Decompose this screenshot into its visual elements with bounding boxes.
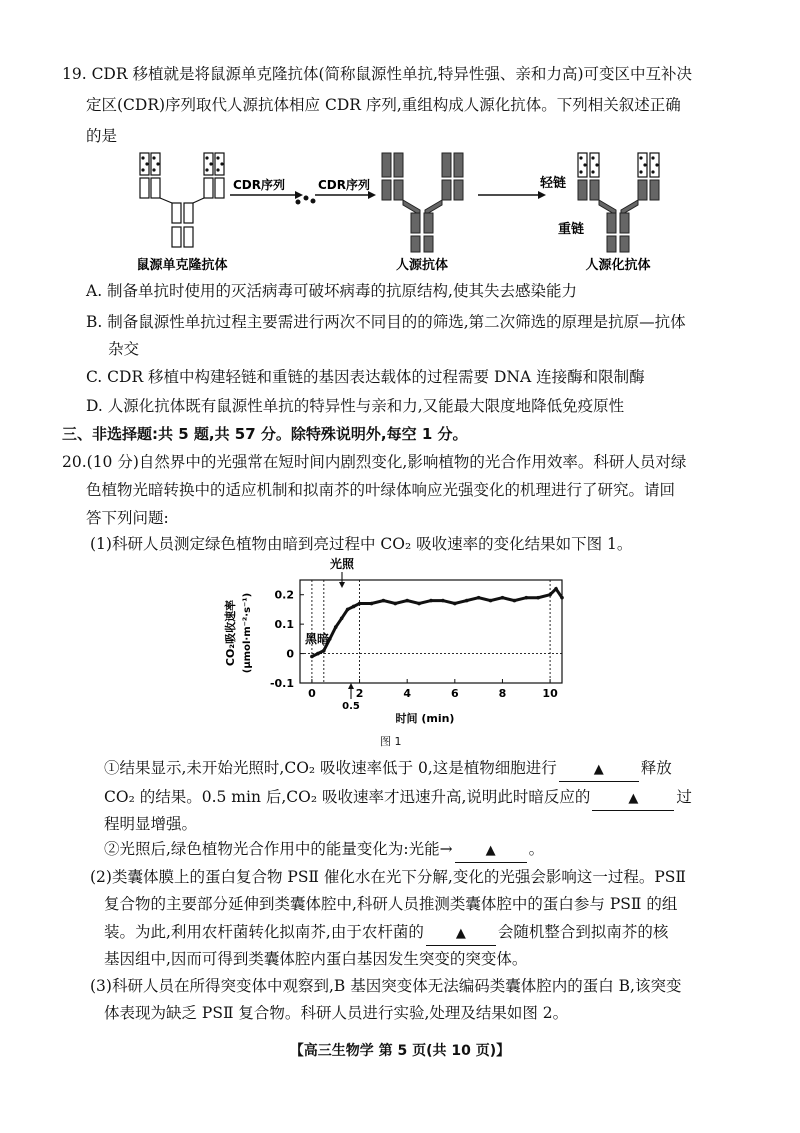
q20-part2-text-b: 会随机整合到拟南芥的核 — [497, 923, 669, 941]
data-point — [340, 616, 344, 620]
data-point — [441, 599, 445, 603]
humanized-antibody-label: 人源化抗体 — [585, 258, 651, 273]
q19-option-a: A. 制备单抗时使用的灭活病毒可破坏病毒的抗原结构,使其失去感染能力 — [86, 282, 577, 300]
q20-1-2-text-b: 。 — [528, 840, 545, 858]
y-tick-label: 0.2 — [274, 588, 294, 602]
page-footer: 【高三生物学 第 5 页(共 10 页)】 — [289, 1043, 511, 1059]
arrow-1 — [230, 191, 303, 199]
dark-label: 黑暗 — [305, 632, 330, 646]
x-tick-label: 8 — [498, 687, 507, 700]
data-point — [501, 596, 505, 600]
x-tick-label: 2 — [355, 687, 364, 700]
data-point — [358, 602, 362, 606]
antibody-diagram — [120, 145, 680, 275]
q20-1-1-line1 — [104, 757, 672, 782]
light-on-label: 光照 — [329, 557, 355, 571]
mouse-antibody-label: 鼠源单克隆抗体 — [136, 258, 228, 273]
arrow-2 — [315, 191, 376, 199]
y-tick-label: 0.1 — [274, 618, 294, 632]
arrow-1-label: CDR序列 — [233, 178, 286, 192]
section-heading: 三、非选择题:共 5 题,共 57 分。除特殊说明外,每空 1 分。 — [62, 425, 468, 443]
data-point — [477, 596, 481, 600]
data-point — [310, 655, 314, 659]
q20-part3-line1: (3)科研人员在所得突变体中观察到,B 基因突变体无法编码类囊体腔内的蛋白 B,该突变 — [90, 977, 682, 995]
data-point — [393, 602, 397, 606]
data-point — [560, 596, 564, 600]
data-point — [334, 625, 338, 629]
data-point — [346, 608, 350, 612]
data-point — [370, 602, 374, 606]
q19-option-b-line2: 杂交 — [108, 340, 140, 358]
data-point — [417, 602, 421, 606]
human-antibody-label: 人源抗体 — [395, 258, 449, 273]
q20-part2-line2: 复合物的主要部分延伸到类囊体腔中,科研人员推测类囊体腔中的蛋白参与 PSⅡ 的组 — [104, 895, 678, 913]
q20-stem-line2: 色植物光暗转换中的适应机制和拟南芥的叶绿体响应光强变化的机理进行了研究。请回 — [86, 481, 676, 499]
figure-1-chart — [220, 555, 580, 730]
q20-stem-line1: 20.(10 分)自然界中的光强常在短时间内剧烈变化,影响植物的光合作用效率。科研人员对绿 — [62, 453, 687, 471]
co2-uptake-series-line — [312, 589, 562, 657]
humanized-antibody — [578, 180, 659, 252]
human-antibody — [382, 153, 463, 252]
data-point — [429, 599, 433, 603]
data-point — [524, 596, 528, 600]
q20-stem-line3: 答下列问题: — [86, 509, 169, 527]
q19-option-d: D. 人源化抗体既有鼠源性单抗的特异性与亲和力,又能最大限度地降低免疫原性 — [86, 397, 625, 415]
x-marker-label: 0.5 — [342, 701, 360, 712]
x-tick-label: 0 — [308, 687, 316, 700]
data-point — [405, 599, 409, 603]
data-point — [554, 587, 558, 591]
data-point — [322, 649, 326, 653]
light-chain-label: 轻链 — [540, 176, 567, 191]
figure-1-caption: 图 1 — [380, 735, 402, 748]
q20-1-1-text-a: ①结果显示,未开始光照时,CO₂ 吸收速率低于 0,这是植物细胞进行 — [104, 759, 557, 777]
blank-marker-2: ▲ — [628, 791, 639, 806]
y-axis-unit: (μmol·m⁻²·s⁻¹) — [242, 592, 253, 674]
data-point — [513, 599, 517, 603]
data-point — [453, 602, 457, 606]
q20-1-1-text-c: CO₂ 的结果。0.5 min 后,CO₂ 吸收速率才迅速升高,说明此时暗反应的 — [104, 788, 591, 806]
data-point — [382, 599, 386, 603]
q20-1-2-text-a: ②光照后,绿色植物光合作用中的能量变化为:光能→ — [104, 840, 453, 858]
q19-option-b-line1: B. 制备鼠源性单抗过程主要需进行两次不同目的的筛选,第二次筛选的原理是抗原—抗体 — [86, 313, 686, 331]
q19-option-c: C. CDR 移植中构建轻链和重链的基因表达载体的过程需要 DNA 连接酶和限制酶 — [86, 368, 645, 386]
data-point — [489, 599, 493, 603]
answer-blank-2[interactable] — [592, 786, 674, 811]
data-point — [352, 605, 356, 609]
data-point — [536, 596, 540, 600]
q20-1-1-text-d: 过 — [676, 788, 692, 806]
y-axis-label: CO₂吸收速率 — [224, 599, 237, 667]
q19-stem-line3: 的是 — [86, 127, 118, 145]
arrow-2-label: CDR序列 — [318, 178, 371, 192]
q19-stem-line1: 19. CDR 移植就是将鼠源单克隆抗体(简称鼠源性单抗,特异性强、亲和力高)可变区中互补决 — [62, 65, 692, 83]
plot-frame — [300, 580, 562, 683]
q20-1-1-line3: 程明显增强。 — [104, 815, 198, 833]
data-point — [465, 599, 469, 603]
blank-marker-3: ▲ — [485, 843, 496, 858]
q20-1-1-line2 — [104, 786, 692, 811]
blank-marker-4: ▲ — [455, 926, 466, 941]
blank-marker-1: ▲ — [593, 762, 604, 777]
answer-blank-3[interactable] — [455, 838, 527, 863]
q20-part2-line1: (2)类囊体膜上的蛋白复合物 PSⅡ 催化水在光下分解,变化的光强会影响这一过程。PSⅡ — [90, 868, 686, 886]
data-point — [316, 652, 320, 656]
y-tick-label: -0.1 — [269, 677, 294, 690]
q19-stem-line2: 定区(CDR)序列取代人源抗体相应 CDR 序列,重组构成人源化抗体。下列相关叙述正确 — [86, 96, 681, 114]
arrow-3 — [478, 191, 546, 199]
q20-1-1-text-b: 释放 — [640, 759, 672, 777]
q20-part2-text-a: 装。为此,利用农杆菌转化拟南芥,由于农杆菌的 — [104, 923, 424, 941]
q20-1-2-line — [104, 838, 544, 863]
x-tick-label: 10 — [542, 687, 558, 700]
x-axis-label: 时间 (min) — [395, 712, 455, 725]
heavy-chain-label: 重链 — [558, 222, 585, 237]
q20-part3-line2: 体表现为缺乏 PSⅡ 复合物。科研人员进行实验,处理及结果如图 2。 — [104, 1004, 569, 1022]
x-tick-label: 6 — [450, 687, 459, 700]
x-tick-label: 4 — [403, 687, 412, 700]
answer-blank-1[interactable] — [559, 757, 639, 782]
y-tick-label: 0 — [286, 647, 294, 661]
q20-part2-line4: 基因组中,因而可得到类囊体腔内蛋白基因发生突变的突变体。 — [104, 950, 528, 968]
mouse-antibody — [140, 153, 224, 247]
data-point — [548, 593, 552, 597]
q20-part2-line3 — [104, 921, 668, 946]
q20-part1-intro: (1)科研人员测定绿色植物由暗到亮过程中 CO₂ 吸收速率的变化结果如下图 1。 — [90, 535, 633, 553]
answer-blank-4[interactable] — [426, 921, 496, 946]
